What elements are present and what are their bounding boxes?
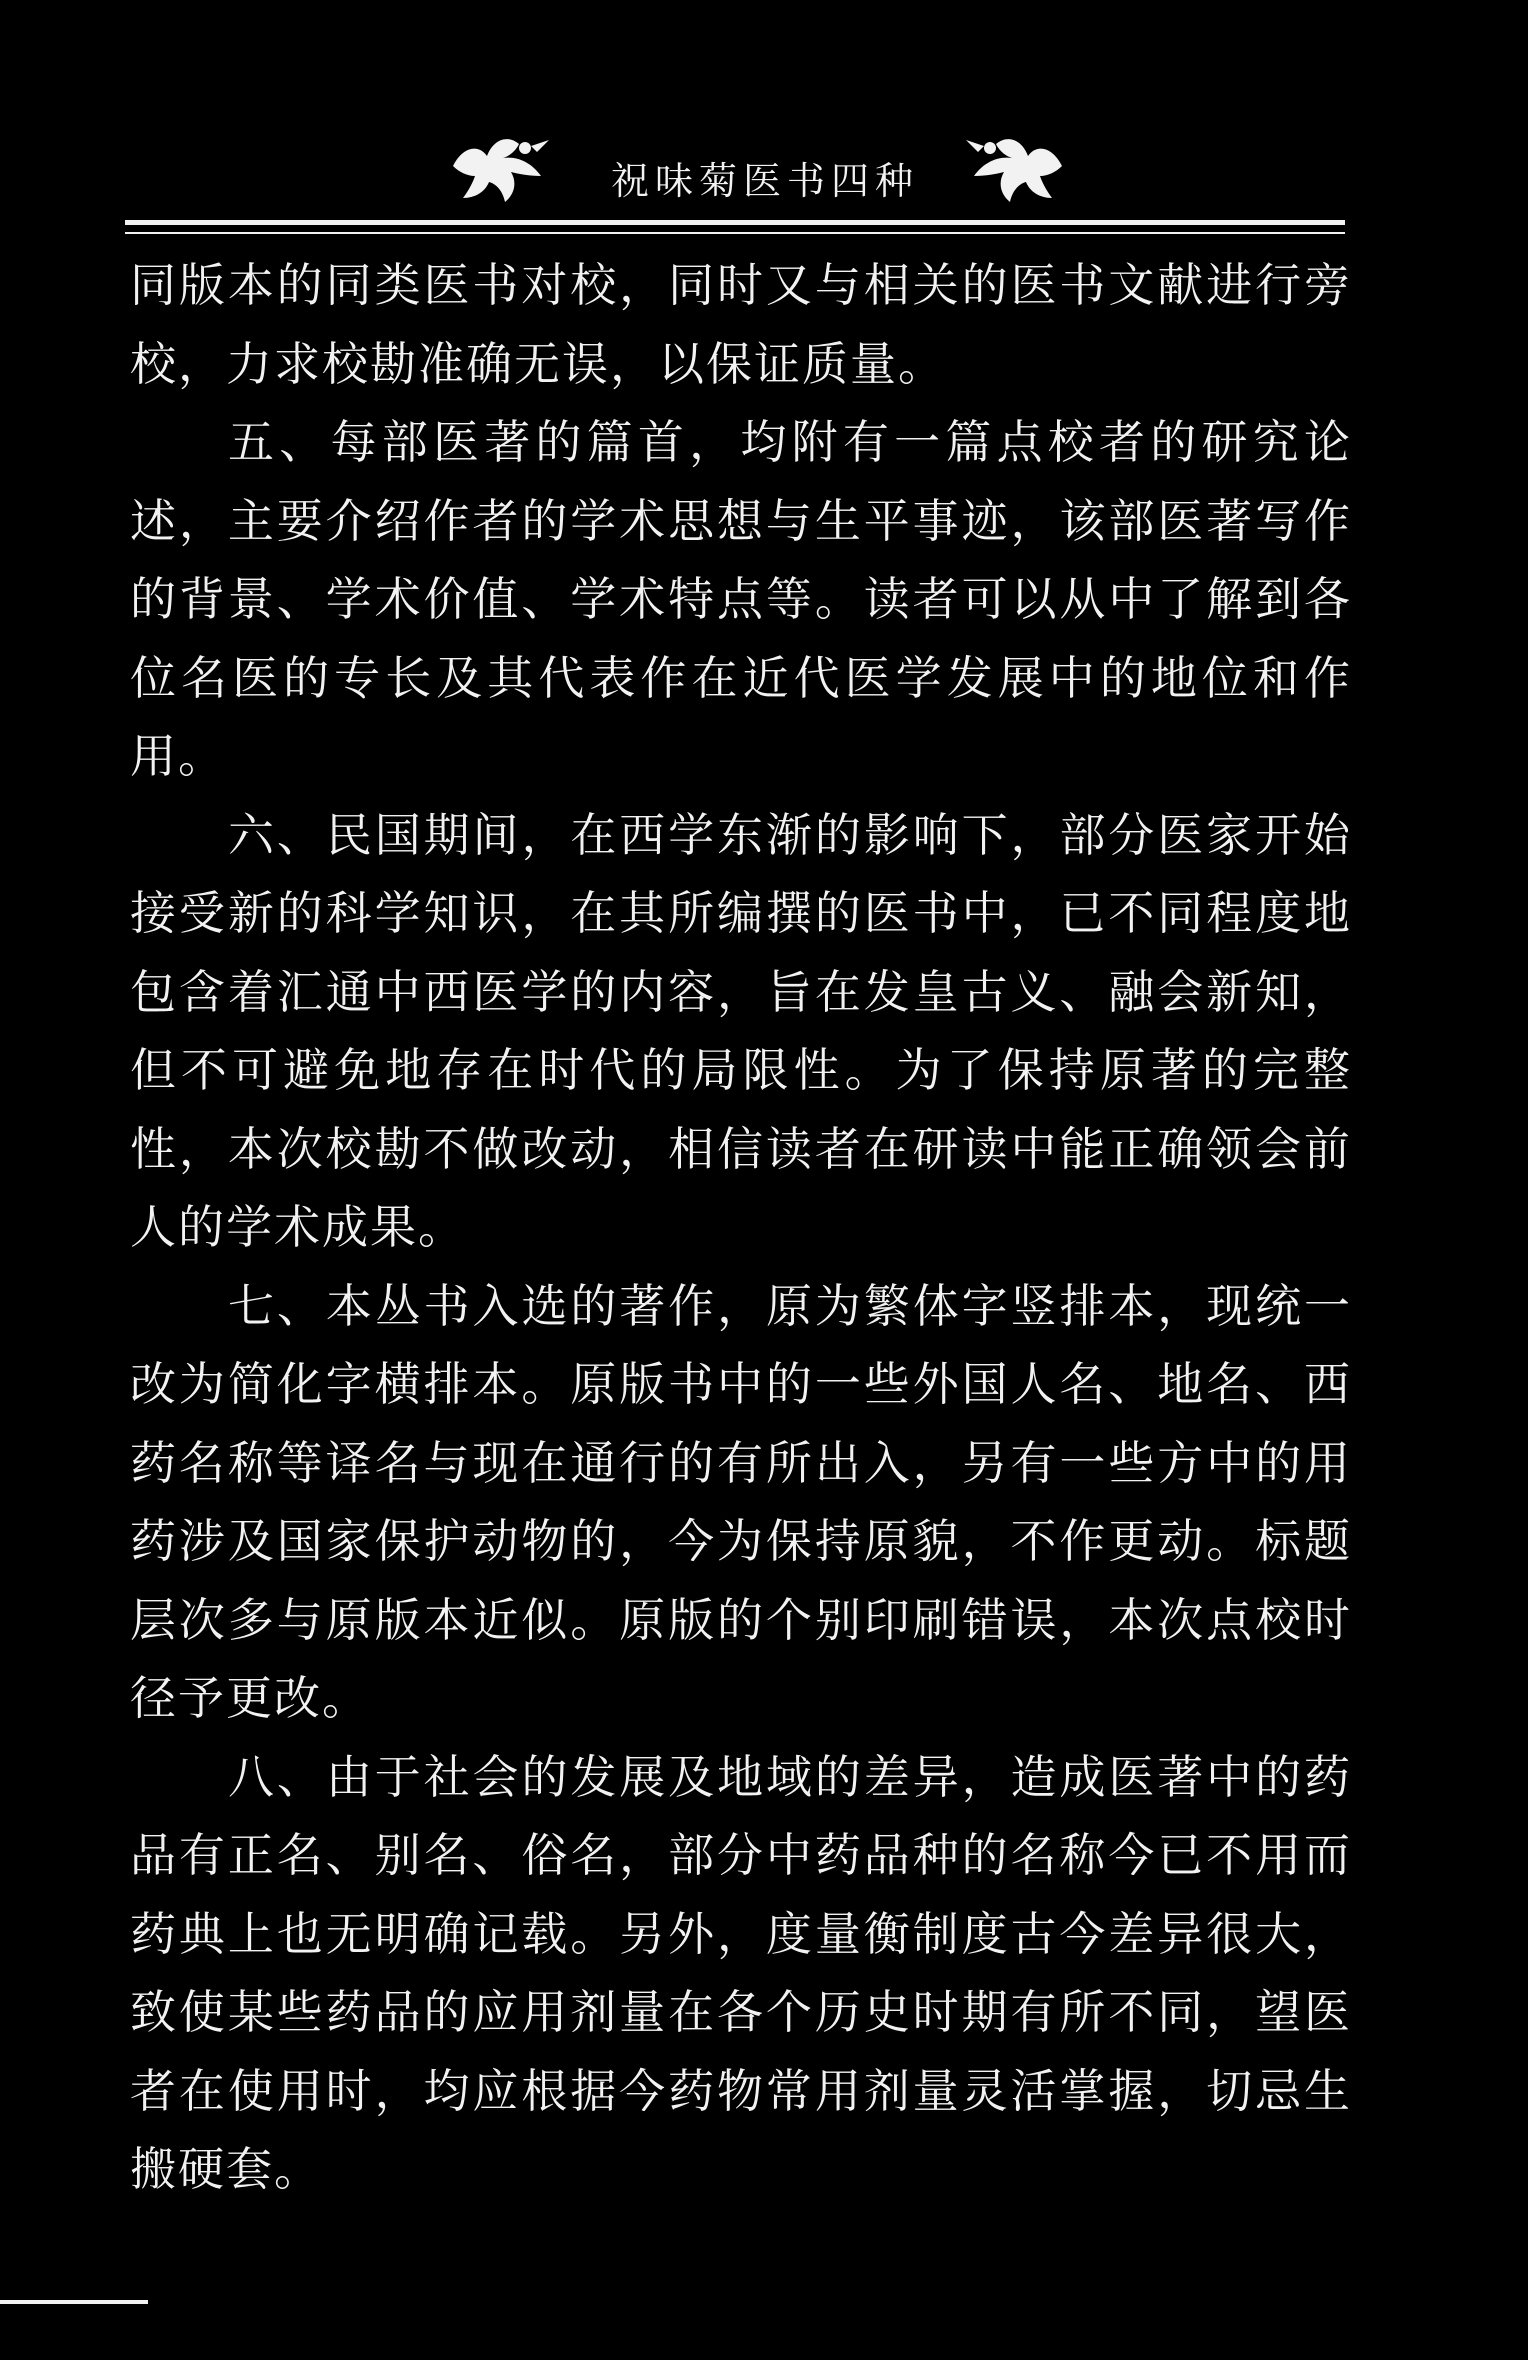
footer-rule xyxy=(0,2300,148,2304)
phoenix-ornament-icon xyxy=(445,126,555,216)
paragraph: 七、本丛书入选的著作，原为繁体字竖排本，现统一改为简化字横排本。原版书中的一些外国人名、地名、西药名称等译名与现在通行的有所出入，另有一些方中的用药涉及国家保护动物的，今为保持原貌，不作更动。标题层次多与原版本近似。原版的个别印刷错误，本次点校时径予更改。 xyxy=(130,1278,1352,1725)
paragraph: 六、民国期间，在西学东渐的影响下，部分医家开始接受新的科学知识，在其所编撰的医书中，已不同程度地包含着汇通中西医学的内容，旨在发皇古义、融会新知，但不可避免地存在时代的局限性。为了保持原著的完整性，本次校勘不做改动，相信读者在研读中能正确领会前人的学术成果。 xyxy=(130,807,1352,1254)
header-rule-thick xyxy=(125,220,1345,225)
paragraph: 五、每部医著的篇首，均附有一篇点校者的研究论述，主要介绍作者的学术思想与生平事迹，该部医著写作的背景、学术价值、学术特点等。读者可以从中了解到各位名医的专长及其代表作在近代医学发展中的地位和作用。 xyxy=(130,415,1352,783)
body-text xyxy=(130,246,1352,2209)
paragraph: 八、由于社会的发展及地域的差异，造成医著中的药品有正名、别名、俗名，部分中药品种的名称今已不用而药典上也无明确记载。另外，度量衡制度古今差异很大，致使某些药品的应用剂量在各个历史时期有所不同，望医者在使用时，均应根据今药物常用剂量灵活掌握，切忌生搬硬套。 xyxy=(130,1749,1352,2196)
running-title: 祝味菊医书四种 xyxy=(610,159,919,203)
phoenix-ornament-icon xyxy=(960,126,1070,216)
header-rule-thin xyxy=(125,232,1345,234)
paragraph: 同版本的同类医书对校，同时又与相关的医书文献进行旁校，力求校勘准确无误，以保证质量。 xyxy=(130,258,1352,391)
page-header xyxy=(120,120,1350,240)
